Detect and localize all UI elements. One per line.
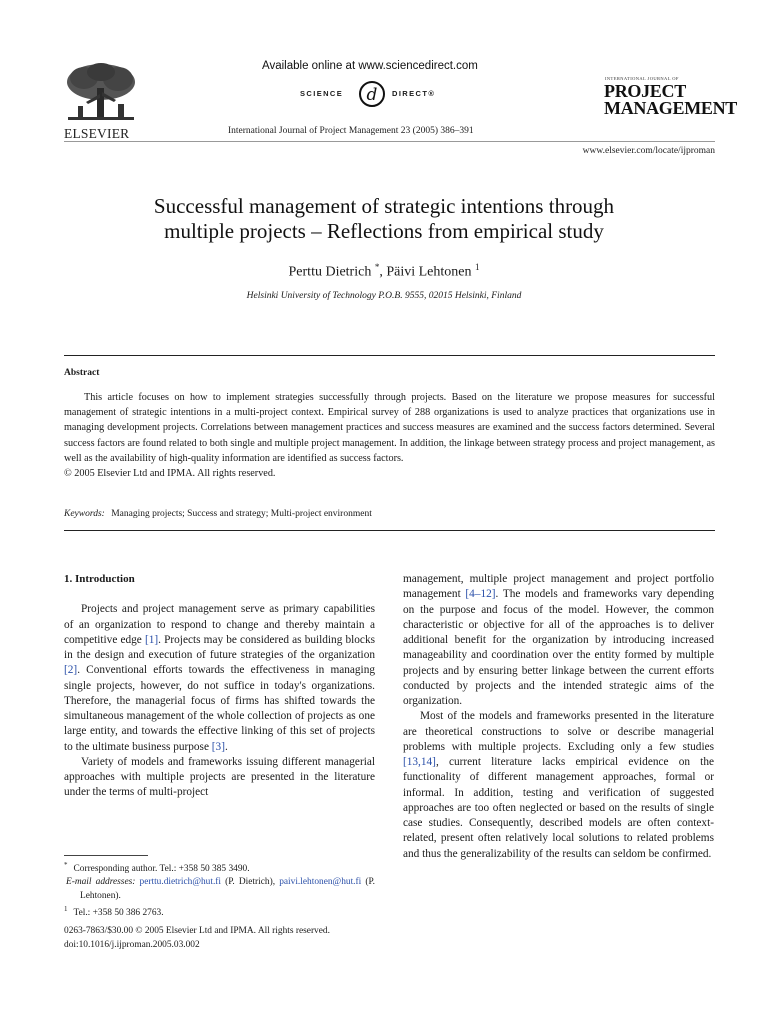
footnote-1-mark: * [64,861,68,869]
journal-logo [604,83,737,117]
sciencedirect-right-text: DIRECT® [392,89,436,98]
citation-link[interactable]: [3] [211,740,225,753]
email-2-owner: (P. Lehtonen). [80,877,375,901]
p4-text-b: , current literature lacks empirical evidence on the functionality of different management approaches, formal or informal. In addition, testing and verification of suggested approaches are too often neglected or based on the results of single case studies. Consequently, described models are often context-related, present often relatively local solutions to related problems and thus the generalizability of the results can seldom be confirmed. [403,756,714,860]
abstract-body [64,390,715,481]
body-column-right [403,572,714,862]
footnote-rule [64,855,148,856]
title-line1: Successful management of strategic intentions through [153,194,615,218]
citation-link[interactable]: [4–12] [465,588,496,601]
email-1-owner: (P. Dietrich), [221,877,280,888]
sciencedirect-left-text: SCIENCE [300,89,344,98]
abstract-copyright: © 2005 Elsevier Ltd and IPMA. All rights reserved. [64,468,276,480]
citation-link[interactable]: [13,14] [403,756,436,768]
journal-logo-line1: PROJECT [604,81,686,101]
citation-link[interactable]: [2] [64,664,78,677]
email-link[interactable]: paivi.lehtonen@hut.fi [279,877,362,888]
email-footnote [64,876,375,902]
author-separator: , [379,264,387,280]
title-line2: multiple projects – Reflections from empirical study [164,219,604,243]
doi-line: doi:10.1016/j.ijproman.2005.03.002 [64,939,200,950]
author-2-mark[interactable]: 1 [474,262,480,272]
paragraph-4 [403,709,714,862]
journal-logo-line2: MANAGEMENT [604,98,737,118]
abstract-top-rule [64,355,715,356]
footnotes [64,859,375,920]
publisher-name: ELSEVIER [64,126,130,141]
author-list [90,262,678,281]
affiliation: Helsinki University of Technology P.O.B. 9555, 02015 Helsinki, Finland [246,291,522,301]
keywords-text: Managing projects; Success and strategy; Multi-project environment [111,509,372,519]
email-link[interactable]: perttu.dietrich@hut.fi [139,877,222,888]
author-1-mark[interactable]: * [374,262,380,272]
author-1: Perttu Dietrich [288,264,372,280]
paragraph-1 [64,602,375,755]
p3-text-a: management, multiple project management and project portfolio management [403,573,714,601]
p1-text-d: . [224,740,228,753]
keywords-label: Keywords: [64,509,105,519]
abstract-text: This article focuses on how to implement strategies successfully through projects. Based on the literature we propose measures for successful management of strategic intentions in a multi-project context. Empirical survey of 288 organizations is used to analyze practices that organizations use in managing development projects. Correlations between management practices and success measures are examined and the success factors determined. Several success factors are found related to both single and multiple project management. In addition, the linkage between strategy process and project management, as well as the availability of high-quality information are identified as success factors. [64,392,715,464]
section-heading: 1. Introduction [64,573,135,585]
available-online-text: Available online at www.sciencedirect.com [262,60,478,72]
p1-text-c: . Conventional efforts towards the effectiveness in managing single projects, however, do not suffice in today's organizations. Therefore, the managerial focus of firms has shifted towards the simultaneous management of the whole collection of projects as one large entity, and towards the effective linking of this set of projects to the ultimate business purpose [64,664,375,753]
paragraph-2: Variety of models and frameworks issuing different managerial approaches with multiple projects are presented in the literature under the terms of multi-project [64,755,375,799]
footnote-2-text: Tel.: +358 50 386 2763. [73,907,164,918]
body-column-left [64,572,375,801]
page-footer [64,925,330,952]
journal-url[interactable]: www.elsevier.com/locate/ijproman [582,146,715,156]
author-2: Päivi Lehtonen [386,264,472,280]
p1-text-b: . Projects may be considered as building blocks in the design and execution of future strategies of the organization [64,633,375,661]
paragraph-3 [403,572,714,709]
svg-text:d: d [366,85,378,105]
issn-line: 0263-7863/$30.00 © 2005 Elsevier Ltd and IPMA. All rights reserved. [64,926,330,936]
citation-link[interactable]: [1] [144,633,159,646]
journal-citation: International Journal of Project Management 23 (2005) 386–391 [228,126,474,136]
email-label: E-mail addresses: [66,877,136,888]
sciencedirect-logo [300,79,460,109]
article-title [90,194,678,244]
p4-text-a: Most of the models and frameworks presented in the literature are theoretical constructions to solve or describe managerial problems with multiple projects. Excluding only a few studies [403,710,714,753]
p1-text-a: Projects and project management serve as primary capabilities of an organization to respond to change and thereby maintain a competitive edge [64,603,375,646]
footnote-2 [64,903,375,920]
footnote-1-text: Corresponding author. Tel.: +358 50 385 3490. [73,864,250,875]
at-sign-icon [355,79,389,109]
elsevier-tree-logo [62,62,140,124]
header-divider [64,141,715,142]
footnote-2-mark: 1 [64,904,68,913]
footnote-1 [64,859,375,876]
abstract-bottom-rule [64,530,715,531]
p3-text-b: . The models and frameworks vary depending on the purpose and focus of the model. However, the common characteristic or objective for all of the approaches is to deliver additional benefit for the organization by introducing increased manageability and coordination over the entity formed by multiple projects and by ensuring better linkage between the current efforts conducted by projects and the intended strategic aims of the organization. [403,588,714,707]
abstract-heading: Abstract [64,368,100,378]
journal-logo-small: INTERNATIONAL JOURNAL OF [605,76,679,81]
keywords [64,509,372,519]
